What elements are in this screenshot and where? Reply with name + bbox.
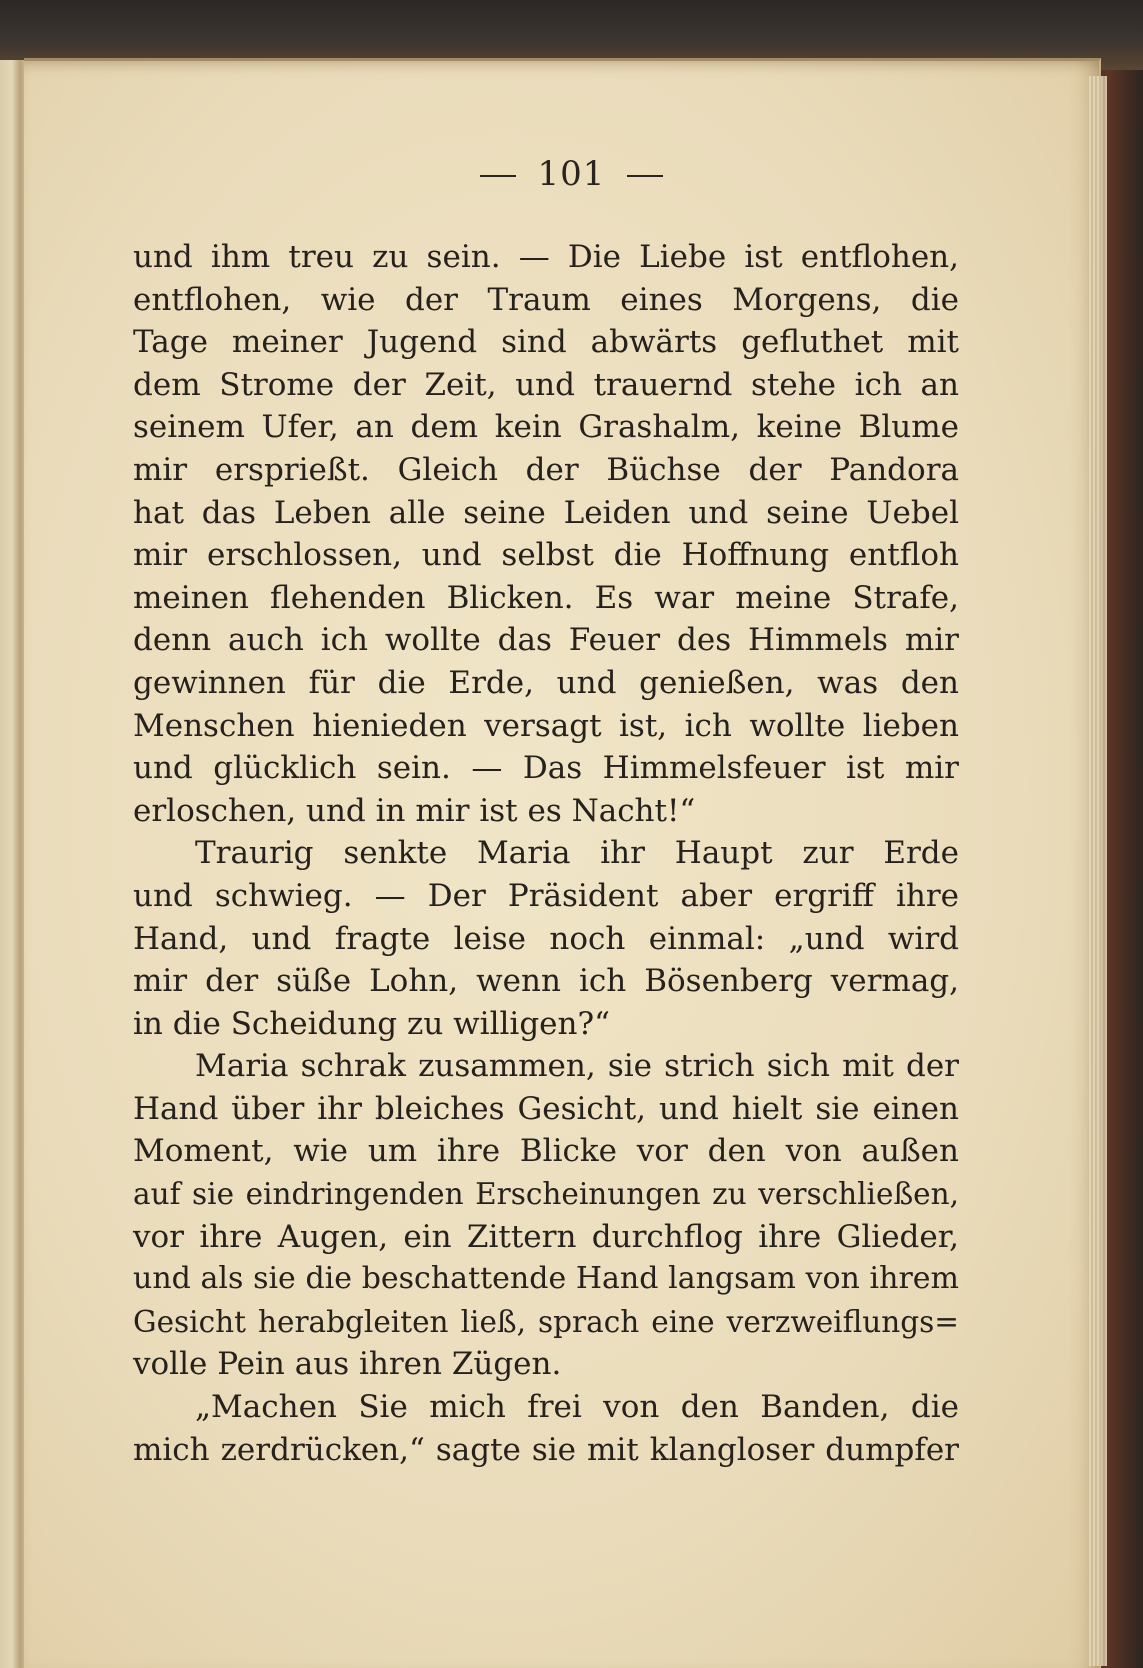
header-dash-left	[480, 175, 516, 177]
text-line: und schwieg. — Der Präsident aber ergriff ihre	[133, 877, 959, 914]
text-line: dem Strome der Zeit, und trauernd stehe ich an	[133, 366, 959, 403]
text-line: mir erschlossen, und selbst die Hoffnung entfloh	[133, 537, 959, 574]
header-dash-right	[627, 175, 663, 177]
text-line: Traurig senkte Maria ihr Haupt zur Erde	[195, 835, 959, 872]
text-line: meinen flehenden Blicken. Es war meine Strafe,	[133, 579, 959, 616]
text-line: und als sie die beschattende Hand langsam von ihrem	[133, 1261, 959, 1297]
body-text	[133, 236, 959, 1471]
text-line: entflohen, wie der Traum eines Morgens, die	[133, 281, 959, 318]
text-line: volle Pein aus ihren Zügen.	[133, 1346, 562, 1383]
page-edges	[1089, 76, 1107, 1666]
text-line: und ihm treu zu sein. — Die Liebe ist entflohen,	[133, 239, 959, 275]
text-line: in die Scheidung zu willigen?“	[133, 1005, 610, 1042]
text-line: „Machen Sie mich frei von den Banden, die	[195, 1389, 959, 1426]
page-header	[0, 154, 1143, 194]
text-line: und glücklich sein. — Das Himmelsfeuer ist mir	[133, 750, 959, 787]
text-line: gewinnen für die Erde, und genießen, was den	[133, 664, 959, 701]
text-line: seinem Ufer, an dem kein Grashalm, keine Blume	[133, 409, 959, 446]
text-line: hat das Leben alle seine Leiden und seine Uebel	[133, 494, 959, 531]
page-number: 101	[537, 154, 606, 194]
text-line: Gesicht herabgleiten ließ, sprach eine verzweiflungs=	[133, 1304, 959, 1339]
text-line: auf sie eindringenden Erscheinungen zu verschließen,	[133, 1177, 959, 1212]
text-line: Hand über ihr bleiches Gesicht, und hielt sie einen	[133, 1090, 959, 1127]
text-line: erloschen, und in mir ist es Nacht!“	[133, 792, 696, 829]
text-line: mir der süße Lohn, wenn ich Bösenberg vermag,	[133, 963, 959, 1000]
text-line: Menschen hienieden versagt ist, ich wollte lieben	[133, 707, 959, 744]
text-line: Maria schrak zusammen, sie strich sich mit der	[195, 1048, 959, 1085]
text-line: vor ihre Augen, ein Zittern durchflog ihre Glieder,	[133, 1218, 959, 1255]
text-line: mich zerdrücken,“ sagte sie mit klangloser dumpfer	[133, 1431, 959, 1468]
text-line: Moment, wie um ihre Blicke vor den von außen	[133, 1133, 959, 1170]
text-line: mir ersprießt. Gleich der Büchse der Pandora	[133, 451, 959, 488]
text-line: Tage meiner Jugend sind abwärts gefluthet mit	[133, 324, 959, 361]
book-cover-left	[0, 60, 26, 1668]
text-line: denn auch ich wollte das Feuer des Himmels mir	[133, 622, 959, 659]
text-line: Hand, und fragte leise noch einmal: „und wird	[133, 920, 959, 957]
